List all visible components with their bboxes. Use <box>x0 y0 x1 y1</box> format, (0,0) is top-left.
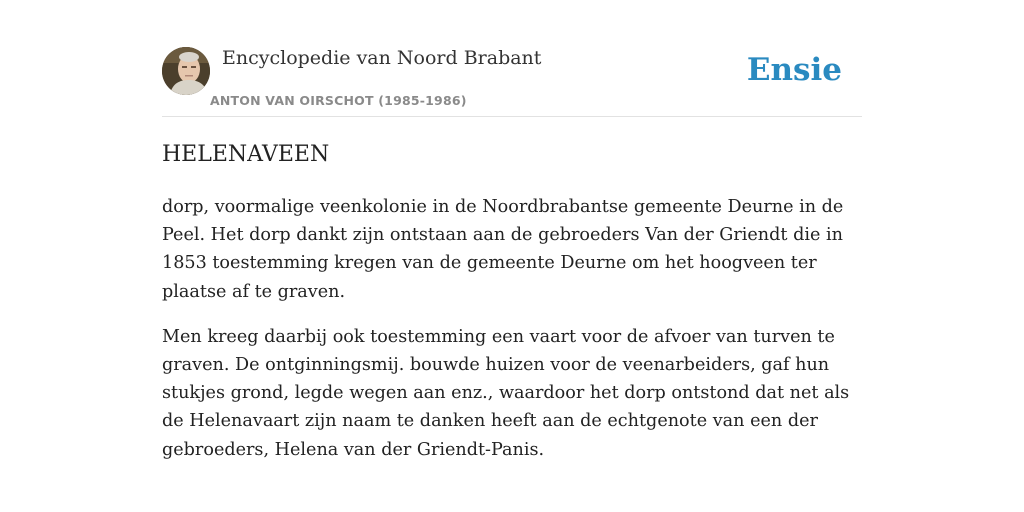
entry-paragraph: dorp, voormalige veenkolonie in de Noordbrabantse gemeente Deurne in de Peel. Het dorp dankt zijn ontstaan aan de gebroeders Van der Griendt die in 1853 toestemming kregen van de gemeente Deurne om het hoogveen ter plaatse af te graven. <box>162 197 844 302</box>
ensie-logo-link[interactable]: Ensie <box>746 52 842 88</box>
entry-title: HELENAVEEN <box>162 142 330 167</box>
author-avatar[interactable] <box>162 47 210 95</box>
header <box>162 46 862 117</box>
entry-content <box>162 140 862 464</box>
author-portrait-icon <box>162 47 210 95</box>
author-name[interactable]: ANTON VAN OIRSCHOT (1985-1986) <box>210 93 467 108</box>
entry-paragraph: Men kreeg daarbij ook toestemming een vaart voor de afvoer van turven te graven. De ontginningsmij. bouwde huizen voor de veenarbeiders, gaf hun stukjes grond, legde wegen aan enz., waardoor het dorp ontstond dat net als de Helenavaart zijn naam te danken heeft aan de echtgenote van een der gebroeders, Helena van der Griendt-Panis. <box>162 326 850 460</box>
source-title[interactable]: Encyclopedie van Noord Brabant <box>222 47 542 69</box>
